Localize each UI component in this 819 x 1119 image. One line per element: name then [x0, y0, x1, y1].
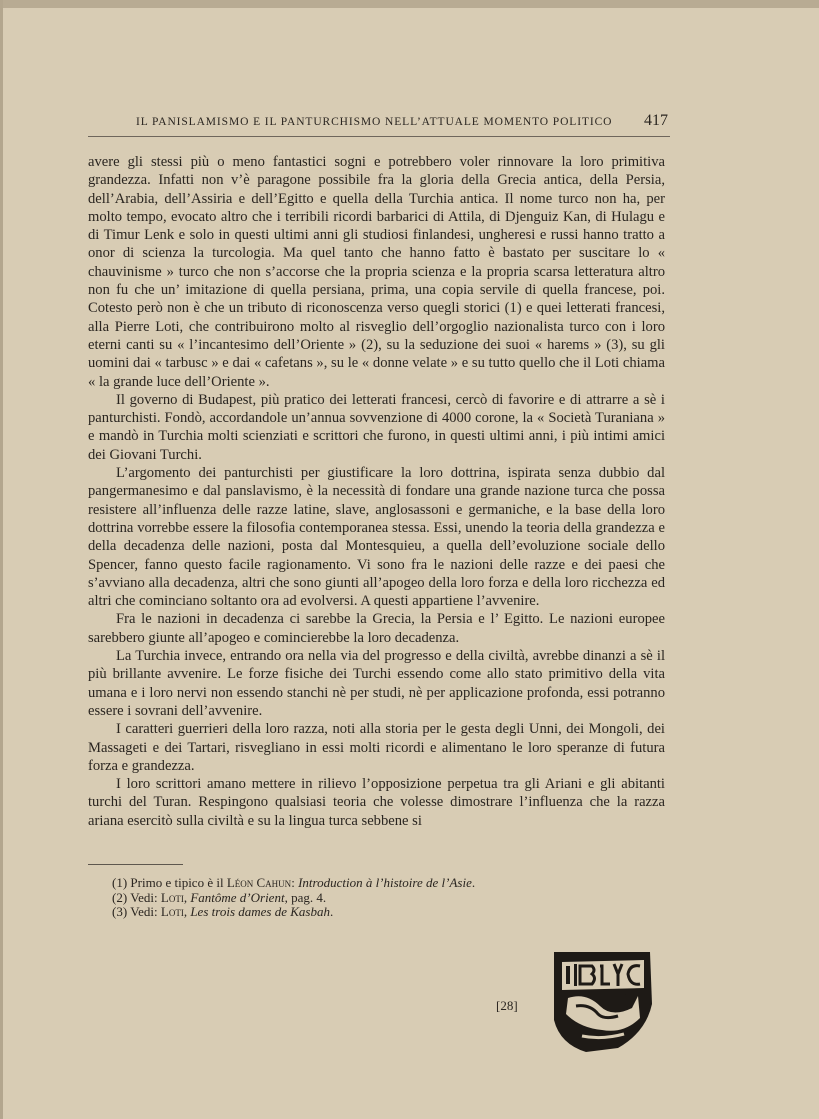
paragraph: L’argomento dei panturchisti per giustificare la loro dottrina, ispirata senza dubbio dal pangermanesimo e dal panslavismo, è la necessità di fondare una grande nazione turca che possa resistere all’influenza delle razze latine, slave, anglosassoni e germaniche, e la base della loro dottrina vorrebbe essere la filosofia contemporanea stessa. Essi, unendo la teoria della grandezza e della decadenza delle nazioni, posta dal Montesquieu, a quella dell’evoluzione sociale dello Spencer, fanno questo facile ragionamento. Vi sono fra le nazioni delle razze e dei paesi che s’avviano alla decadenza, altri che sono giunti all’apogeo della loro forza e della loro ricchezza ed altri che cominciano soltanto ora ad evolversi. A questi appartiene l’avvenire. [88, 465, 665, 610]
paragraph: Fra le nazioni in decadenza ci sarebbe la Grecia, la Persia e l’ Egitto. Le nazioni europee sarebbero giunte all’apogeo e comincierebbe la loro decadenza. [88, 611, 665, 646]
footnote [112, 905, 652, 920]
footnote-author: Léon Cahun [226, 875, 292, 890]
footnote-prefix: Primo e tipico è il [130, 875, 224, 890]
paragraph: I loro scrittori amano mettere in rilievo l’opposizione perpetua tra gli Ariani e gli abitanti turchi del Turan. Respingono qualsiasi teoria che volesse dimostrare l’influenza che la razza ariana esercitò sulla civiltà e su la lingua turca sebbene si [88, 776, 665, 829]
page-number: 417 [644, 112, 668, 129]
footnote-separator: : [291, 875, 295, 890]
footnote [112, 876, 652, 891]
footnote-marker: (2) [112, 889, 128, 905]
library-stamp-icon [546, 948, 658, 1056]
paragraph: avere gli stessi più o meno fantastici sogni e potrebbero voler rinnovare la loro primitiva grandezza. Infatti non v’è paragone possibile fra la gloria della Grecia antica, della Persia, dell’Arabia, dell’Assiria e dell’Egitto e quella della Turchia antica. Il nome turco non ha, per molto tempo, evocato altro che i terribili ricordi barbarici di Attila, di Djenguiz Kan, di Hulagu e di Timur Lenk e solo in questi ultimi anni gli studiosi finlandesi, ungheresi e russi hanno tratto a onor di scienza la turcologia. Ma quel tanto che hanno fatto è bastato per suscitare lo « chauvinisme » turco che non s’accorse che la propria scienza e la propria scarsa letteratura altro non fu che un’ imitazione di quella persiana, prima, una copia servile di quella francese, poi. Cotesto però non è che un tributo di riconoscenza verso quegli storici (1) e quei letterati francesi, alla Pierre Loti, che contribuirono molto al risveglio dell’orgoglio nazionalista turco con i loro eterni canti su « l’incantesimo dell’Oriente » (2), su la seduzione dei suoi « harems » (3), su gli uomini dai « tarbusc » e dai « cafetans », su le « donne velate » e su tutto quello che il Loti chiama « la grande luce dell’Oriente ». [88, 154, 665, 390]
footnote-author: Loti [160, 889, 184, 905]
footnote-suffix: . [329, 904, 334, 919]
footnote-separator: , [183, 889, 188, 905]
footnote-rule [88, 864, 183, 865]
running-title: IL PANISLAMISMO E IL PANTURCHISMO NELL’ATTUALE MOMENTO POLITICO [136, 116, 613, 128]
paragraph: Il governo di Budapest, più pratico dei letterati francesi, cercò di favorire e di attrarre a sè i panturchisti. Fondò, accordandole un’annua sovvenzione di 4000 corone, la « Società Turaniana » e mandò in Turchia molti scienziati e scrittori che furono, in questi ultimi anni, i più intimi amici dei Giovani Turchi. [88, 391, 665, 463]
footnote-suffix: , pag. 4. [284, 889, 327, 905]
footnote-marker: (1) [112, 875, 128, 890]
paragraph: I caratteri guerrieri della loro razza, noti alla storia per le gesta degli Unni, dei Mongoli, dei Massageti e dei Tartari, risvegliano in essi molti ricordi e alimentano le loro speranze di futura forza e grandezza. [88, 721, 665, 774]
footnote-title: Fantôme d’Orient [190, 889, 285, 905]
page-top-edge [0, 0, 819, 8]
footnote-marker: (3) [112, 904, 128, 919]
footnote-title: Les trois dames de Kasbah [190, 904, 330, 919]
footnote-title: Introduction à l’histoire de l’Asie [298, 875, 472, 890]
footnotes [112, 876, 652, 920]
footnote-prefix: Vedi: [130, 889, 158, 905]
body-text [88, 153, 665, 830]
paragraph: La Turchia invece, entrando ora nella via del progresso e della civiltà, avrebbe dinanzi a sè il più brillante avvenire. Le forze fisiche dei Turchi essendo come allo stato primitivo della vita umana e i loro nervi non essendo stanchi nè per studi, nè per applicazione profonda, essi potranno essere i sovrani dell’avvenire. [88, 648, 665, 719]
footnote-author: Loti [160, 904, 184, 919]
signature-number: [28] [496, 998, 518, 1013]
footnote-prefix: Vedi: [130, 904, 158, 919]
page-left-edge [0, 0, 3, 1119]
footnote-suffix: . [471, 875, 476, 890]
footnote-separator: , [183, 904, 188, 919]
footnote [112, 891, 652, 906]
running-header [88, 114, 670, 137]
